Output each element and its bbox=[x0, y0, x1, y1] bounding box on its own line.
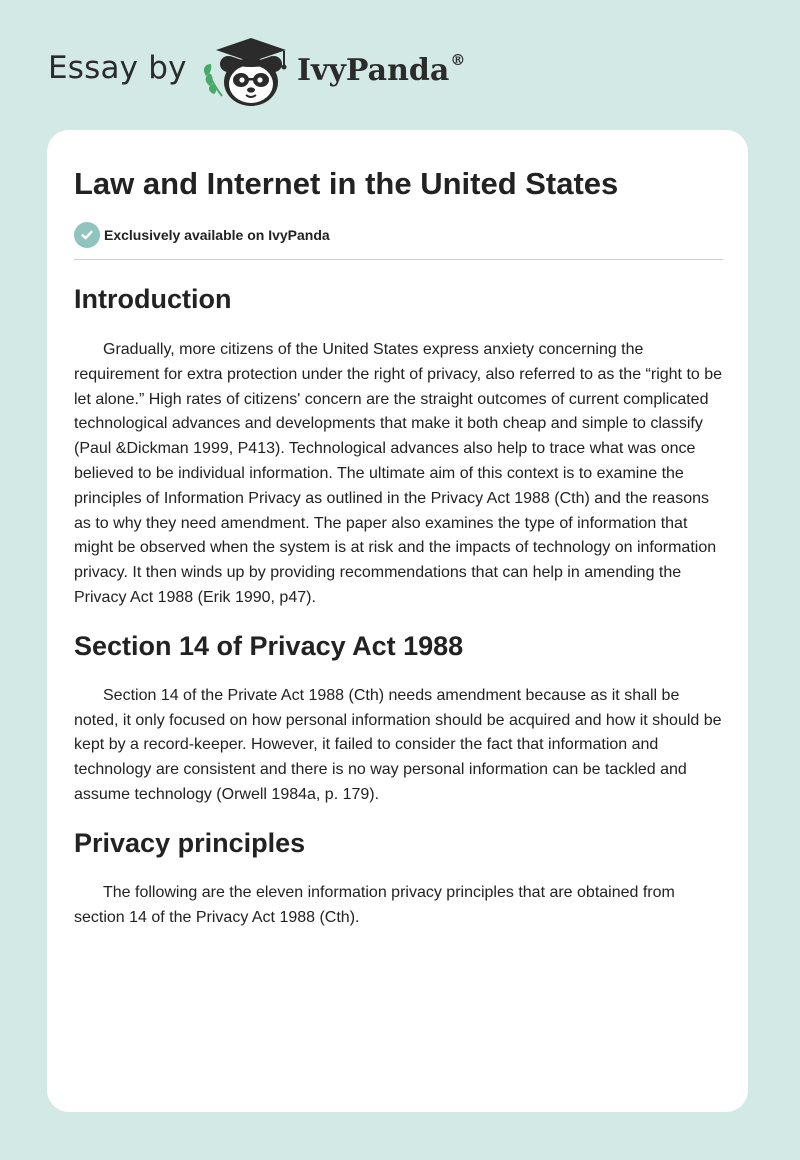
section-introduction bbox=[74, 281, 723, 611]
panda-graduate-icon[interactable] bbox=[200, 34, 292, 110]
exclusive-badge bbox=[74, 221, 723, 249]
section-privacy-principles bbox=[74, 825, 723, 931]
section-heading: Introduction bbox=[74, 284, 232, 314]
section-heading: Section 14 of Privacy Act 1988 bbox=[74, 630, 464, 661]
essay-by-label: Essay by bbox=[48, 50, 187, 86]
registered-mark: ® bbox=[450, 51, 466, 69]
exclusive-label: Exclusively available on IvyPanda bbox=[104, 227, 330, 243]
essay-content bbox=[74, 163, 723, 930]
essay-card bbox=[47, 130, 748, 1112]
section-paragraph: The following are the eleven information privacy principles that are obtained from section 14 of the Privacy Act 1988 (Cth). bbox=[74, 883, 675, 926]
section-paragraph: Section 14 of the Private Act 1988 (Cth) needs amendment because as it shall be noted, it only focused on how personal information should be acquired and how it should be kept by a record-keeper. However, it failed to consider the fact that information and technology are consistent and there is no way personal information can be tackled and assume technology (Orwell 1984a, p. 179). bbox=[74, 686, 722, 803]
section-14-privacy-act bbox=[74, 628, 723, 808]
brand-name[interactable]: IvyPanda® bbox=[297, 51, 466, 88]
section-paragraph: Gradually, more citizens of the United States express anxiety concerning the requirement for extra protection under the right of privacy, also referred to as the “right to be let alone.” High rates of citizens' concern are the straight outcomes of current complicated technological advances and developments that make it both cheap and simple to classify (Paul &Dickman 1999, P413). Technological advances also help to trace what was once believed to be individual information. The ultimate aim of this context is to examine the principles of Information Privacy as outlined in the Privacy Act 1988 (Cth) and the reasons as to why they need amendment. The paper also examines the type of information that might be observed when the system is at risk and the impacts of technology on information privacy. It then winds up by providing recommendations that can help in amending the Privacy Act 1988 (Erik 1990, p47). bbox=[74, 341, 723, 606]
essay-title: Law and Internet in the United States bbox=[74, 166, 619, 201]
check-icon bbox=[74, 222, 100, 248]
ivy-leaf-icon bbox=[204, 64, 222, 96]
section-heading: Privacy principles bbox=[74, 827, 306, 858]
site-header bbox=[0, 0, 800, 130]
title-divider bbox=[74, 259, 723, 260]
